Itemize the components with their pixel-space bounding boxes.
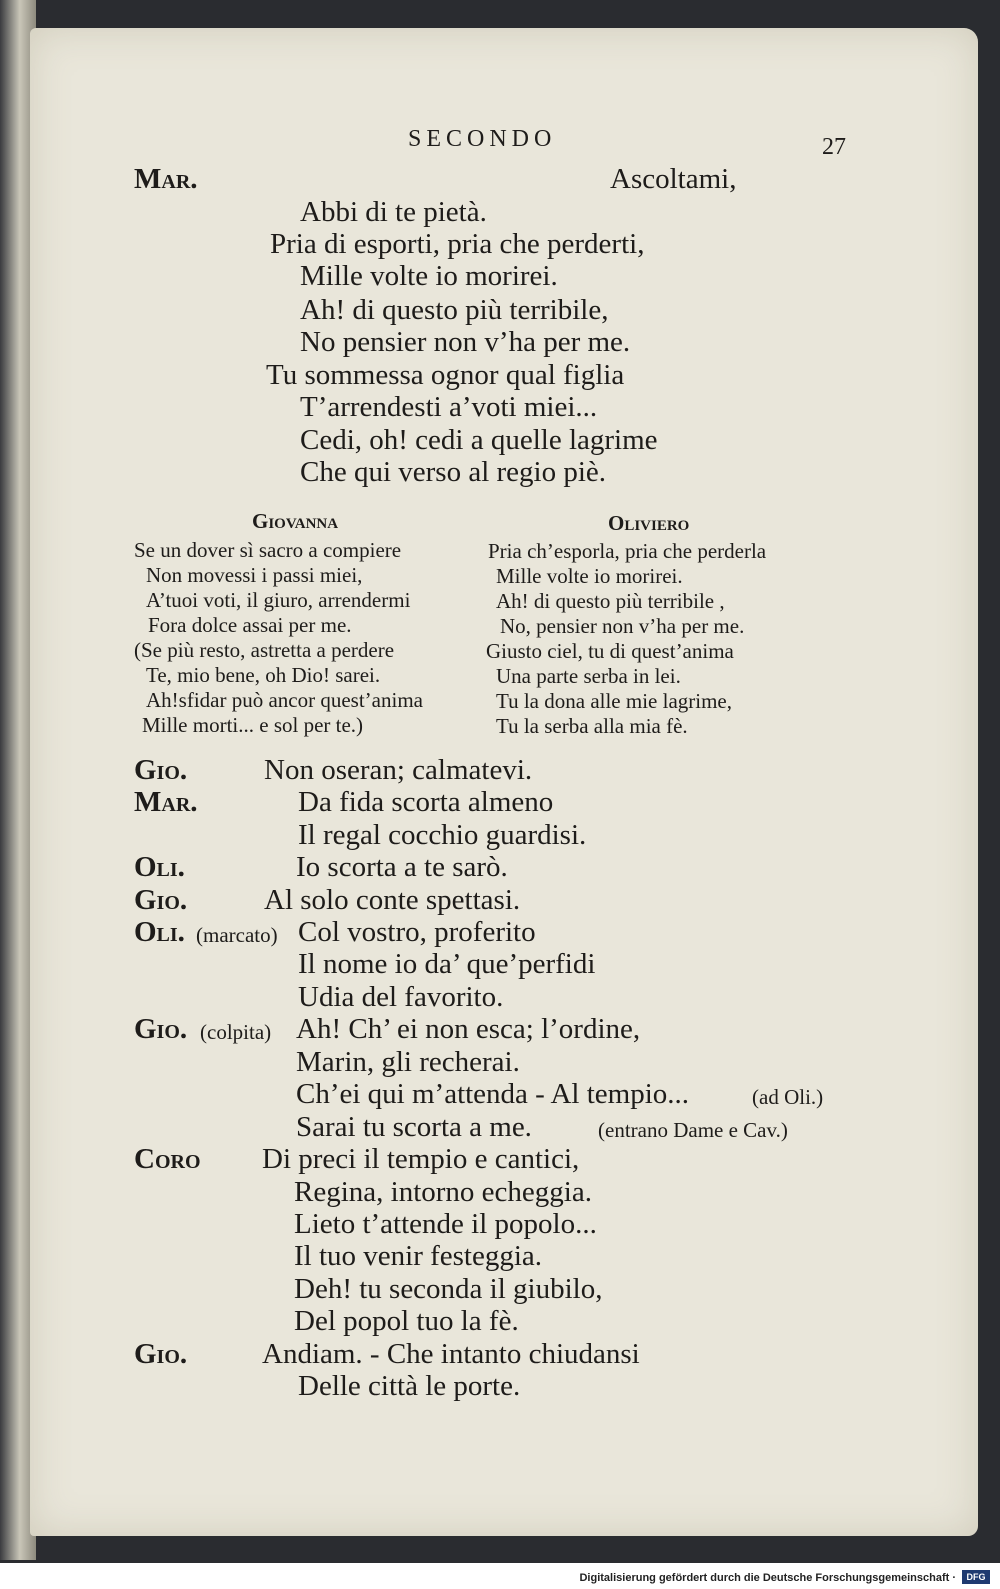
duet-line-left: Non movessi i passi miei, (146, 563, 363, 587)
verse-line: Il regal cocchio guardisi. (298, 819, 587, 851)
speaker-label: Gio. (134, 754, 188, 786)
footer-credit: Digitalisierung gefördert durch die Deutsche Forschungsgemeinschaft · (579, 1572, 956, 1584)
duet-line-right: Tu la serba alla mia fè. (496, 714, 688, 738)
duet-line-right: Una parte serba in lei. (496, 664, 681, 688)
verse-line: Il nome io da’ que’perfidi (298, 948, 596, 980)
running-header: SECONDO (408, 126, 557, 152)
verse-line: No pensier non v’ha per me. (300, 326, 631, 358)
verse-line: Andiam. - Che intanto chiudansi (262, 1338, 640, 1370)
duet-line-right: Tu la dona alle mie lagrime, (496, 689, 733, 713)
duet-line-right: Mille volte io morirei. (496, 564, 683, 588)
stage-direction: (entrano Dame e Cav.) (598, 1118, 788, 1142)
verse-line: Il tuo venir festeggia. (294, 1240, 543, 1272)
speaker-label: Oli. (134, 916, 185, 948)
duet-heading-left: Giovanna (252, 509, 339, 533)
duet-line-left: Se un dover sì sacro a compiere (134, 538, 402, 562)
verse-line: Al solo conte spettasi. (264, 884, 521, 916)
verse-line: Regina, intorno echeggia. (294, 1176, 592, 1208)
duet-line-left: Ah!sfidar può ancor quest’anima (146, 688, 423, 712)
verse-line: Cedi, oh! cedi a quelle lagrime (300, 424, 658, 456)
verse-line: Io scorta a te sarò. (296, 851, 508, 883)
duet-line-left: A’tuoi voti, il giuro, arrendermi (146, 588, 411, 612)
verse-line: Deh! tu seconda il giubilo, (294, 1273, 603, 1305)
verse-line: Mille volte io morirei. (300, 260, 558, 292)
duet-line-right: Giusto ciel, tu di quest’anima (486, 639, 734, 663)
speaker-label: Gio. (134, 1013, 188, 1045)
duet-line-left: (Se più resto, astretta a perdere (134, 638, 395, 662)
verse-line: Ch’ei qui m’attenda - Al tempio... (296, 1078, 690, 1110)
duet-heading-right: Oliviero (608, 511, 690, 535)
duet-line-right: No, pensier non v’ha per me. (500, 614, 745, 638)
duet-line-left: Te, mio bene, oh Dio! sarei. (146, 663, 381, 687)
verse-line: Ascoltami, (610, 163, 737, 195)
duet-line-right: Pria ch’esporla, pria che perderla (488, 539, 767, 563)
verse-line: Abbi di te pietà. (300, 196, 487, 228)
duet-line-left: Mille morti... e sol per te.) (142, 713, 364, 737)
verse-line: Col vostro, proferito (298, 916, 536, 948)
duet-line-left: Fora dolce assai per me. (148, 613, 352, 637)
book-page (30, 28, 978, 1536)
verse-line: Ah! di questo più terribile, (300, 294, 609, 326)
verse-line: Sarai tu scorta a me. (296, 1111, 532, 1143)
verse-line: T’arrendesti a’voti miei... (300, 391, 598, 423)
verse-line: Lieto t’attende il popolo... (294, 1208, 597, 1240)
verse-line: Del popol tuo la fè. (294, 1305, 519, 1337)
duet-line-right: Ah! di questo più terribile , (496, 589, 725, 613)
verse-line: Delle città le porte. (298, 1370, 521, 1402)
verse-line: Ah! Ch’ ei non esca; l’ordine, (296, 1013, 641, 1045)
stage-direction: (ad Oli.) (752, 1085, 824, 1109)
stage-direction: (colpita) (200, 1020, 272, 1044)
speaker-label: Mar. (134, 786, 198, 818)
verse-line: Di preci il tempio e cantici, (262, 1143, 580, 1175)
dfg-logo-icon: DFG (962, 1570, 990, 1584)
page-number: 27 (822, 134, 846, 160)
stage-direction: (marcato) (196, 923, 278, 947)
speaker-label: Mar. (134, 163, 198, 195)
verse-line: Che qui verso al regio piè. (300, 456, 607, 488)
speaker-label: Gio. (134, 1338, 188, 1370)
verse-line: Udia del favorito. (298, 981, 504, 1013)
verse-line: Da fida scorta almeno (298, 786, 554, 818)
verse-line: Marin, gli recherai. (296, 1046, 520, 1078)
speaker-label: Oli. (134, 851, 185, 883)
verse-line: Non oseran; calmatevi. (264, 754, 533, 786)
speaker-label: Coro (134, 1143, 201, 1175)
verse-line: Tu sommessa ognor qual figlia (266, 359, 625, 391)
digitization-footer (0, 1563, 1000, 1589)
verse-line: Pria di esporti, pria che perderti, (270, 228, 645, 260)
speaker-label: Gio. (134, 884, 188, 916)
